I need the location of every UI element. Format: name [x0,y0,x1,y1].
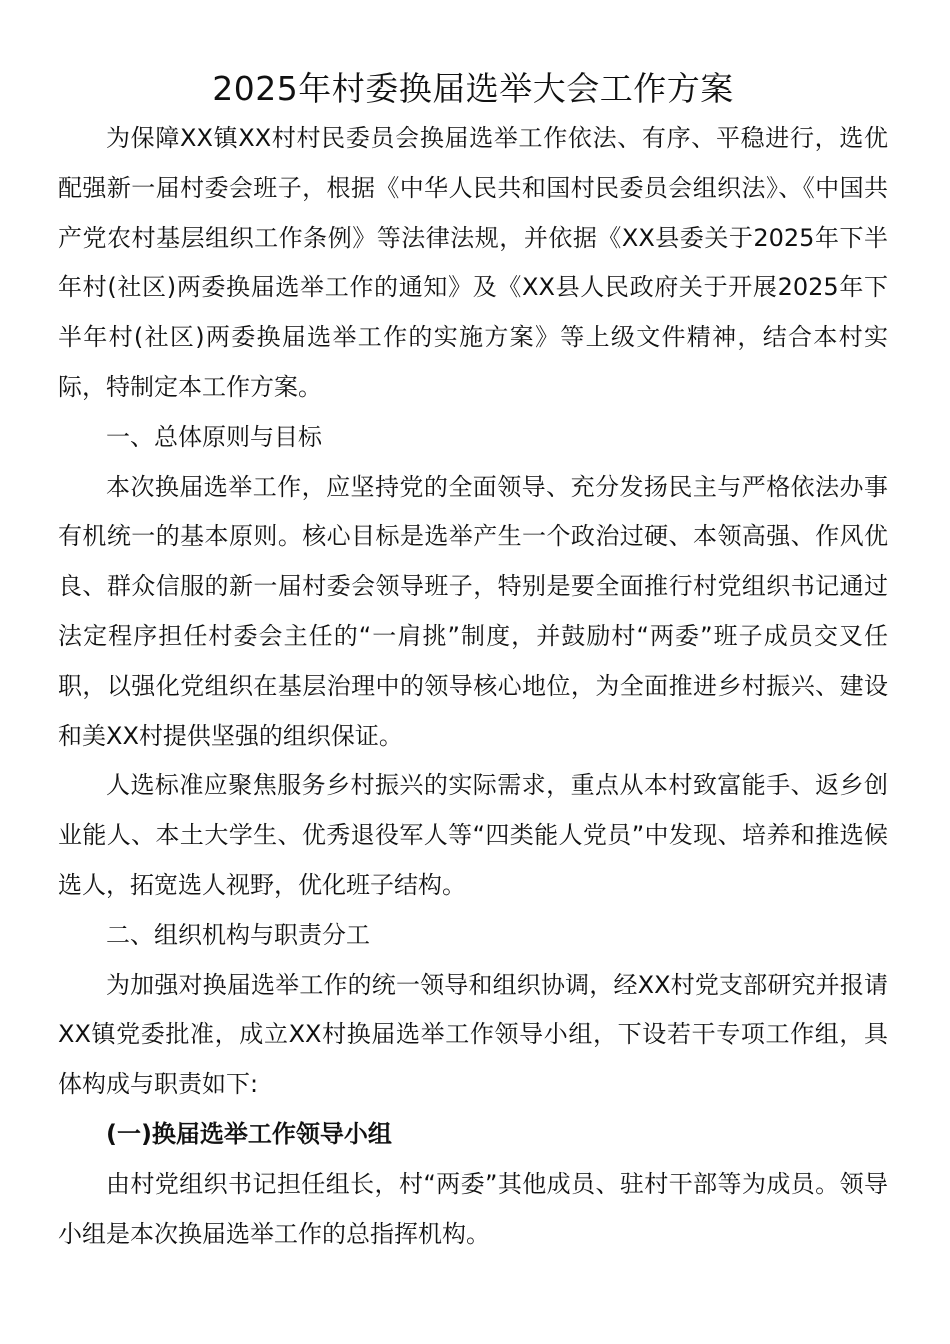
intro-paragraph: 为保障XX镇XX村村民委员会换届选举工作依法、有序、平稳进行，选优配强新一届村委会班子，根据《中华人民共和国村民委员会组织法》、《中国共产党农村基层组织工作条例》等法律法规，并依据《XX县委关于2025年下半年村(社区)两委换届选举工作的通知》及《XX县人民政府关于开展2025年下半年村(社区)两委换届选举工作的实施方案》等上级文件精神，结合本村实际，特制定本工作方案。 [58,124,888,401]
section-1-paragraph-1: 本次换届选举工作，应坚持党的全面领导、充分发扬民主与严格依法办事有机统一的基本原则。核心目标是选举产生一个政治过硬、本领高强、作风优良、群众信服的新一届村委会领导班子，特别是要全面推行村党组织书记通过法定程序担任村委会主任的“一肩挑”制度，并鼓励村“两委”班子成员交叉任职，以强化党组织在基层治理中的领导核心地位，为全面推进乡村振兴、建设和美XX村提供坚强的组织保证。 [58,472,888,750]
section-1-heading: 一、总体原则与目标 [106,422,322,451]
section-1-paragraph-2: 人选标准应聚焦服务乡村振兴的实际需求，重点从本村致富能手、返乡创业能人、本土大学生、优秀退役军人等“四类能人党员”中发现、培养和推选候选人，拓宽选人视野，优化班子结构。 [58,771,888,899]
section-2-paragraph-2: 由村党组织书记担任组长，村“两委”其他成员、驻村干部等为成员。领导小组是本次换届选举工作的总指挥机构。 [58,1169,888,1248]
document-title: 2025年村委换届选举大会工作方案 [212,69,734,108]
section-2-heading: 二、组织机构与职责分工 [106,920,370,949]
section-2-paragraph-1: 为加强对换届选举工作的统一领导和组织协调，经XX村党支部研究并报请XX镇党委批准，成立XX村换届选举工作领导小组，下设若干专项工作组，具体构成与职责如下: [58,970,888,1099]
section-2-subheading: (一)换届选举工作领导小组 [106,1119,392,1148]
